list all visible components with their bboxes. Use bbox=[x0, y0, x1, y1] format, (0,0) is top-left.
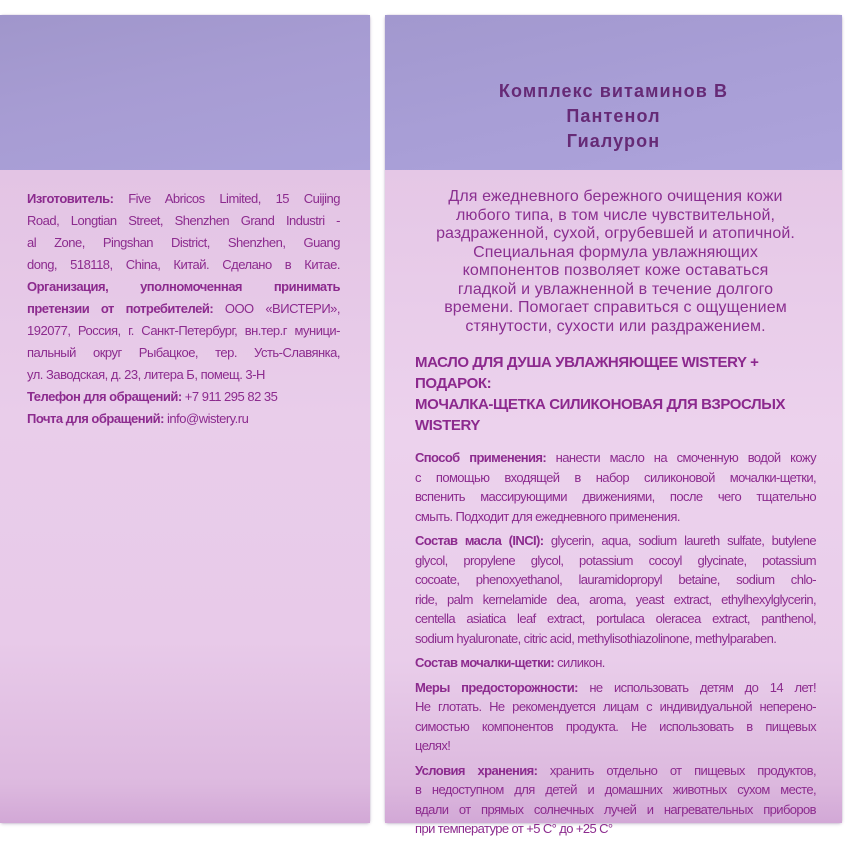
text-segment: +7 911 295 82 35 bbox=[184, 389, 278, 404]
text-segment: info@wistery.ru bbox=[167, 411, 249, 426]
text-segment: dong, 518118, China, Китай. Сделано в Китае. bbox=[27, 257, 340, 272]
text-segment: cocoate, phenoxyethanol, lauramidopropyl betaine, sodium chlo- bbox=[415, 572, 816, 587]
text-segment: нанести масло на смоченную водой кожу bbox=[555, 450, 816, 465]
bold-label: Состав мочалки-щетки: bbox=[415, 655, 558, 670]
bold-label: Способ применения: bbox=[415, 450, 556, 465]
left-panel-purple-header bbox=[0, 15, 370, 170]
text-line bbox=[27, 254, 340, 276]
text-line: Комплекс витаминов В bbox=[498, 81, 729, 101]
bold-label: Телефон для обращений: bbox=[27, 389, 185, 404]
text-line bbox=[415, 531, 816, 551]
text-segment: хранить отдельно от пищевых продуктов, bbox=[549, 762, 816, 778]
text-segment: силикон. bbox=[557, 655, 605, 670]
text-line: Гиалурон bbox=[566, 131, 661, 151]
text-segment: glycerin, aqua, sodium laureth sulfate, butylene bbox=[550, 533, 817, 548]
text-line bbox=[415, 800, 816, 820]
text-segment: вспенить массирующими движениями, после чего тщательно bbox=[415, 489, 816, 504]
text-line bbox=[415, 609, 816, 629]
text-line bbox=[415, 448, 816, 468]
product-description bbox=[415, 188, 816, 336]
text-line: любого типа, в том числе чувствительной, bbox=[455, 206, 776, 224]
text-line bbox=[415, 736, 816, 756]
usage-and-composition-block bbox=[415, 448, 816, 839]
bold-label: Организация, уполномоченная принимать bbox=[27, 279, 340, 294]
text-line bbox=[27, 320, 340, 342]
label-paragraph bbox=[415, 531, 816, 648]
label-paragraph bbox=[415, 761, 816, 839]
text-segment: целях! bbox=[415, 738, 451, 753]
manufacturer-info-block bbox=[27, 188, 340, 430]
text-segment: Road, Longtian Street, Shenzhen Grand Industri - bbox=[27, 213, 340, 228]
text-line: МОЧАЛКА-ЩЕТКА СИЛИКОНОВАЯ ДЛЯ ВЗРОСЛЫХ WISTERY bbox=[415, 396, 786, 434]
text-segment: пальный округ Рыбацкое, тер. Усть-Славянка, bbox=[27, 345, 340, 360]
text-segment: 192077, Россия, г. Санкт-Петербург, вн.тер.г муници- bbox=[27, 323, 340, 338]
text-line bbox=[415, 761, 816, 781]
text-line: Специальная формула увлажняющих bbox=[473, 243, 758, 261]
label-paragraph bbox=[415, 448, 816, 526]
text-line bbox=[415, 819, 816, 839]
right-panel-body bbox=[385, 170, 842, 836]
text-segment: centella asiatica leaf extract, portulaca oleracea extract, panthenol, bbox=[415, 611, 816, 626]
bold-label: Условия хранения: bbox=[415, 762, 550, 778]
right-packaging-panel bbox=[385, 15, 842, 836]
right-panel-purple-header bbox=[385, 15, 842, 170]
text-line bbox=[415, 697, 816, 717]
text-line: компонентов позволяет коже оставаться bbox=[462, 262, 769, 279]
bold-label: Изготовитель: bbox=[27, 191, 129, 206]
text-line bbox=[415, 678, 816, 698]
text-line bbox=[415, 487, 816, 507]
label-paragraph bbox=[415, 678, 816, 756]
text-line: МАСЛО ДЛЯ ДУША УВЛАЖНЯЮЩЕЕ WISTERY + ПОДАРОК: bbox=[415, 354, 759, 392]
text-line bbox=[27, 276, 340, 298]
text-segment: с помощью входящей в набор силиконовой мочалки-щетки, bbox=[415, 469, 816, 485]
text-line bbox=[27, 210, 340, 232]
text-line: раздраженной, сухой, огрубевшей и атопичной. bbox=[436, 225, 795, 242]
bold-label: Меры предосторожности: bbox=[415, 679, 590, 695]
text-line bbox=[415, 570, 816, 590]
text-line bbox=[27, 342, 340, 364]
text-line bbox=[27, 408, 340, 430]
text-segment: вдали от прямых солнечных лучей и нагревательных приборов bbox=[415, 801, 816, 817]
text-segment: смыть. Подходит для ежедневного применения. bbox=[415, 508, 680, 524]
text-segment: al Zone, Pingshan District, Shenzhen, Guang bbox=[27, 235, 340, 250]
left-panel-body bbox=[0, 170, 370, 823]
product-name-heading bbox=[415, 352, 816, 436]
text-segment: в недоступном для детей и домашних животных сухом месте, bbox=[415, 782, 816, 797]
left-packaging-panel bbox=[0, 15, 370, 823]
text-line: времени. Помогает справиться с ощущением bbox=[444, 299, 787, 316]
text-line bbox=[415, 780, 816, 800]
text-segment: Five Abricos Limited, 15 Cuijing bbox=[128, 191, 340, 206]
text-line bbox=[415, 468, 816, 488]
text-segment: ride, palm kernelamide dea, aroma, yeast extract, ethylhexylglycerin, bbox=[415, 591, 816, 607]
text-line bbox=[415, 629, 816, 649]
text-line: Пантенол bbox=[566, 106, 661, 126]
text-line bbox=[27, 188, 340, 210]
text-segment: не использовать детям до 14 лет! bbox=[589, 679, 817, 695]
ingredients-title bbox=[499, 79, 728, 154]
text-line bbox=[415, 507, 816, 527]
text-segment: ООО «ВИСТЕРИ», bbox=[224, 301, 340, 316]
text-line: гладкой и увлажненной в течение долгого bbox=[457, 280, 774, 298]
text-line: Для ежедневного бережного очищения кожи bbox=[448, 188, 783, 205]
text-segment: при температуре от +5 С° до +25 С° bbox=[415, 821, 613, 836]
text-line bbox=[27, 364, 340, 386]
text-segment: ул. Заводская, д. 23, литера Б, помещ. 3-Н bbox=[27, 367, 265, 382]
text-line bbox=[415, 551, 816, 571]
text-segment: Не глотать. Не рекомендуется лицам с индивидуальной неперено- bbox=[415, 699, 816, 714]
text-segment: glycol, propylene glycol, potassium cocoyl glycinate, potassium bbox=[415, 552, 816, 568]
text-line bbox=[415, 717, 816, 737]
text-line bbox=[415, 653, 816, 673]
text-line: стянутости, сухости или раздражением. bbox=[465, 317, 766, 335]
label-paragraph bbox=[415, 653, 816, 673]
text-line bbox=[27, 386, 340, 408]
text-segment: симостью компонентов продукта. Не использовать в пищевых bbox=[415, 718, 816, 734]
text-line bbox=[27, 298, 340, 320]
text-line bbox=[27, 232, 340, 254]
bold-label: претензии от потребителей: bbox=[27, 301, 225, 316]
bold-label: Состав масла (INCI): bbox=[415, 533, 551, 548]
bold-label: Почта для обращений: bbox=[27, 411, 168, 426]
text-line bbox=[415, 590, 816, 610]
text-segment: sodium hyaluronate, citric acid, methylisothiazolinone, methylparaben. bbox=[415, 630, 777, 646]
